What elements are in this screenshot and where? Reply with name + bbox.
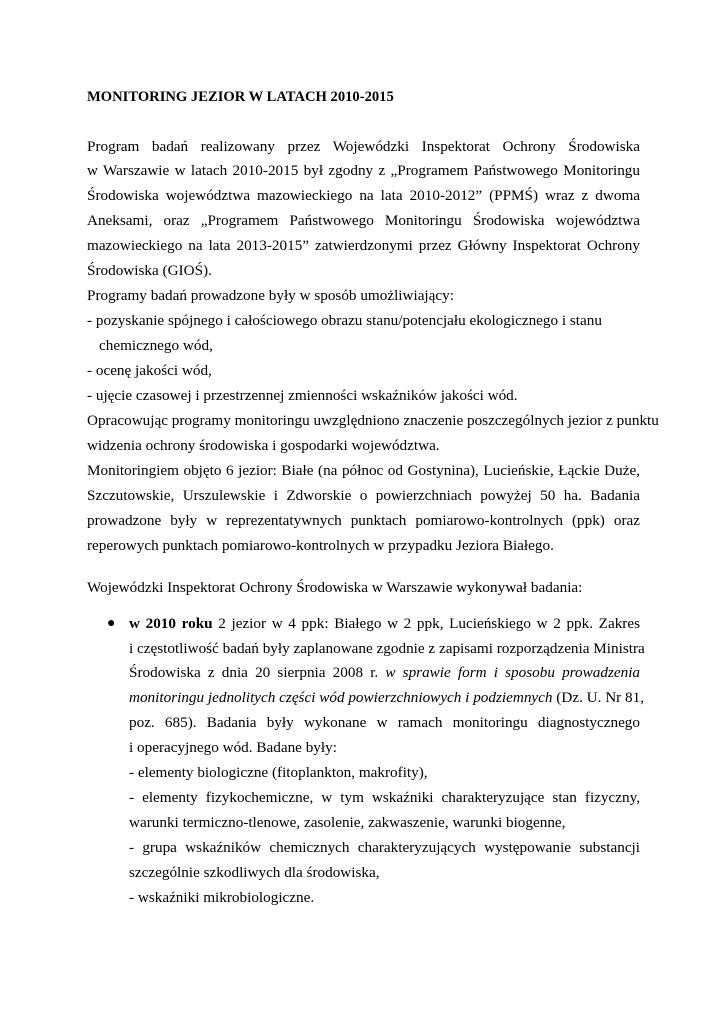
intro-line-6: Środowiska (GIOŚ). xyxy=(87,262,212,279)
element-physicochemical-b: warunki termiczno-tlenowe, zasolenie, zakwaszenie, warunki biogenne, xyxy=(129,814,566,831)
bullet-2010-line-3-plain: Środowiska z dnia 20 sierpnia 2008 r. xyxy=(129,664,386,681)
element-chemical-b: szczególnie szkodliwych dla środowiska, xyxy=(129,864,380,881)
bullet-dot-icon: ● xyxy=(107,616,116,631)
programs-lead: Programy badań prowadzone były w sposób umożliwiający: xyxy=(87,287,454,304)
intro-line-2: w Warszawie w latach 2010-2015 był zgodny z „Programem Państwowego Monitoringu xyxy=(87,162,640,179)
bullet-2010-line-4-italic: monitoringu jednolitych części wód powierzchniowych i podziemnych xyxy=(129,689,553,706)
lakes-line-3: prowadzone były w reprezentatywnych punktach pomiarowo-kontrolnych (ppk) oraz xyxy=(87,512,640,529)
wios-lead: Wojewódzki Inspektorat Ochrony Środowiska w Warszawie wykonywał badania: xyxy=(87,579,583,596)
lakes-line-2: Szczutowskie, Urszulewskie i Zdworskie o powierzchniach powyżej 50 ha. Badania xyxy=(87,487,640,504)
bullet-2010-line-1-rest: 2 jezior w 4 ppk: Białego w 2 ppk, Lucieńskiego w 2 ppk. Zakres xyxy=(212,615,641,632)
bullet-2010-line-5: poz. 685). Badania były wykonane w ramach monitoringu diagnostycznego xyxy=(129,714,640,731)
bullet-2010-year: w 2010 roku xyxy=(129,615,213,632)
intro-line-5: mazowieckiego na lata 2013-2015” zatwierdzonymi przez Główny Inspektorat Ochrony xyxy=(87,237,640,254)
bullet-2010-line-3-italic: w sprawie form i sposobu prowadzenia xyxy=(385,664,641,681)
bullet-2010-line-4-plain: (Dz. U. Nr 81, xyxy=(552,689,645,706)
bullet-2010-line-2: i częstotliwość badań były zaplanowane zgodnie z zapisami rozporządzenia Ministra xyxy=(129,640,645,657)
element-biological: - elementy biologiczne (fitoplankton, makrofity), xyxy=(129,764,428,781)
intro-line-3: Środowiska województwa mazowieckiego na lata 2010-2012” (PPMŚ) wraz z dwoma xyxy=(87,187,640,204)
intro-line-1: Program badań realizowany przez Wojewódzki Inspektorat Ochrony Środowiska xyxy=(87,138,640,155)
programs-item-2: - ocenę jakości wód, xyxy=(87,362,212,379)
intro-line-4: Aneksami, oraz „Programem Państwowego Monitoringu Środowiska województwa xyxy=(87,212,640,229)
bullet-2010-line-1 xyxy=(129,615,640,633)
bullet-2010-line-3 xyxy=(129,664,640,682)
bullet-2010-line-6: i operacyjnego wód. Badane były: xyxy=(129,739,337,756)
element-microbiological: - wskaźniki mikrobiologiczne. xyxy=(129,889,315,906)
lakes-line-1: Monitoringiem objęto 6 jezior: Białe (na północ od Gostynina), Lucieńskie, Łąckie Duże, xyxy=(87,462,640,479)
element-chemical-a: - grupa wskaźników chemicznych charakteryzujących występowanie substancji xyxy=(129,839,640,856)
document-title: MONITORING JEZIOR W LATACH 2010-2015 xyxy=(87,89,394,105)
bullet-2010-line-4 xyxy=(129,689,645,707)
lakes-line-4: reperowych punktach pomiarowo-kontrolnych w przypadku Jeziora Białego. xyxy=(87,537,554,554)
programs-item-1a: - pozyskanie spójnego i całościowego obrazu stanu/potencjału ekologicznego i stanu xyxy=(87,312,602,329)
element-physicochemical-a: - elementy fizykochemiczne, w tym wskaźniki charakteryzujące stan fizyczny, xyxy=(129,789,640,806)
significance-line-2: widzenia ochrony środowiska i gospodarki województwa. xyxy=(87,437,440,454)
significance-line-1: Opracowując programy monitoringu uwzględniono znaczenie poszczególnych jezior z punktu xyxy=(87,412,659,429)
programs-item-3: - ujęcie czasowej i przestrzennej zmienności wskaźników jakości wód. xyxy=(87,387,518,404)
programs-item-1b: chemicznego wód, xyxy=(99,337,213,354)
